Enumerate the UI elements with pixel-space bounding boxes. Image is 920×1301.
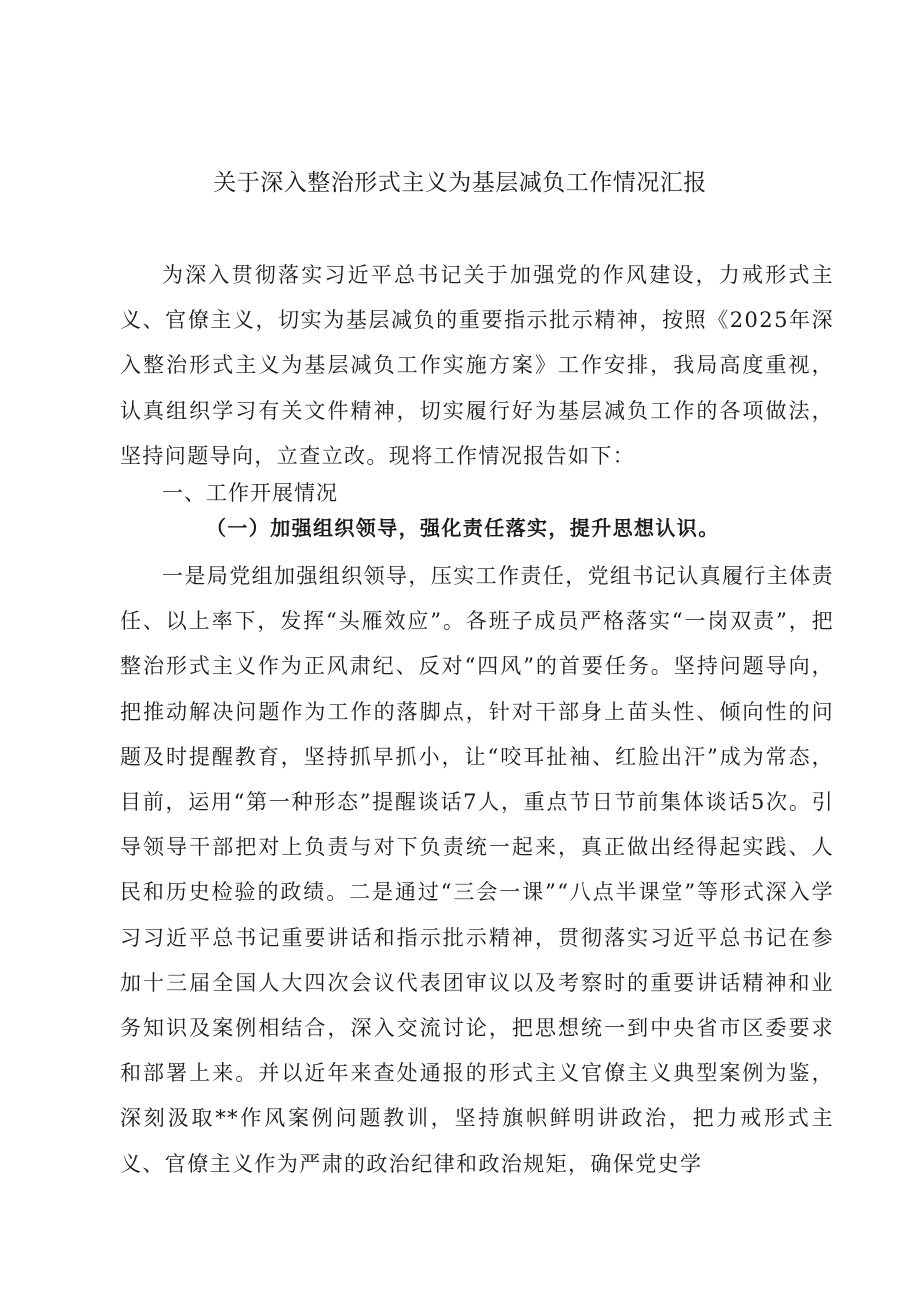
section-heading: 一、工作开展情况 [162,481,338,505]
document-title: 关于深入整治形式主义为基层减负工作情况汇报 [213,170,707,196]
body-paragraph: 一是局党组加强组织领导，压实工作责任，党组书记认真履行主体责任、以上率下，发挥“头雁效应”。各班子成员严格落实“一岗双责”，把整治形式主义作为正风肃纪、反对“四风”的首要任务。坚持问题导向，把推动解决问题作为工作的落脚点，针对干部身上苗头性、倾向性的问题及时提醒教育，坚持抓早抓小，让“咬耳扯袖、红脸出汗”成为常态，目前，运用“第一种形态”提醒谈话7人，重点节日节前集体谈话5次。引导领导干部把对上负责与对下负责统一起来，真正做出经得起实践、人民和历史检验的政绩。二是通过“三会一课”“八点半课堂”等形式深入学习习近平总书记重要讲话和指示批示精神，贯彻落实习近平总书记在参加十三届全国人大四次会议代表团审议以及考察时的重要讲话精神和业务知识及案例相结合，深入交流讨论，把思想统一到中央省市区委要求和部署上来。并以近年来查处通报的形式主义官僚主义典型案例为鉴，深刻汲取**作风案例问题教训，坚持旗帜鲜明讲政治，把力戒形式主义、官僚主义作为严肃的政治纪律和政治规矩，确保党史学 [120,564,834,1176]
intro-paragraph: 为深入贯彻落实习近平总书记关于加强党的作风建设，力戒形式主义、官僚主义，切实为基层减负的重要指示批示精神，按照《2025年深入整治形式主义为基层减负工作实施方案》工作安排，我局高度重视，认真组织学习有关文件精神，切实履行好为基层减负工作的各项做法，坚持问题导向，立查立改。现将工作情况报告如下： [120,263,834,468]
subsection-heading: （一）加强组织领导，强化责任落实，提升思想认识。 [206,516,720,540]
